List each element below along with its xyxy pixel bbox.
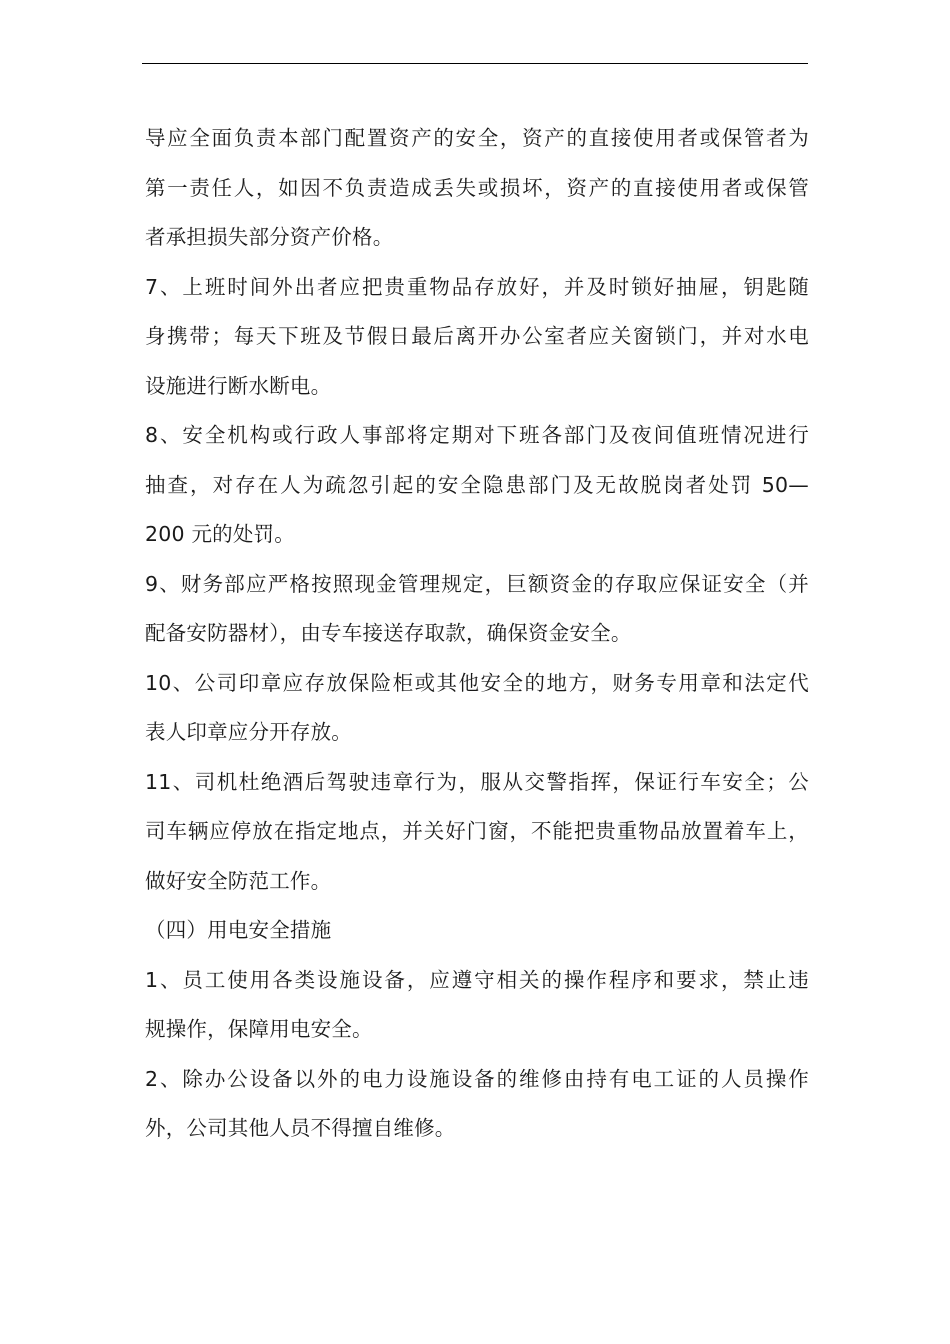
text-line: 2、除办公设备以外的电力设施设备的维修由持有电工证的人员操作 <box>145 1066 809 1091</box>
section-heading: （四）用电安全措施 <box>145 918 332 942</box>
text-line: 者承担损失部分资产价格。 <box>145 225 394 249</box>
text-line: 9、财务部应严格按照现金管理规定，巨额资金的存取应保证安全（并 <box>145 571 809 596</box>
document-body <box>145 114 809 1154</box>
header-rule <box>142 63 808 64</box>
text-line: 规操作，保障用电安全。 <box>145 1017 373 1041</box>
text-line: 做好安全防范工作。 <box>145 868 332 893</box>
text-line: 外，公司其他人员不得擅自维修。 <box>145 1116 456 1140</box>
text-line: 配备安防器材），由专车接送存取款，确保资金安全。 <box>145 621 632 645</box>
text-line: 设施进行断水断电。 <box>145 373 332 398</box>
text-line: 导应全面负责本部门配置资产的安全，资产的直接使用者或保管者为 <box>145 126 809 150</box>
text-line: 11、司机杜绝酒后驾驶违章行为，服从交警指挥，保证行车安全；公 <box>145 769 809 794</box>
text-line: 1、员工使用各类设施设备，应遵守相关的操作程序和要求，禁止违 <box>145 967 809 992</box>
text-line: 7、上班时间外出者应把贵重物品存放好，并及时锁好抽屉，钥匙随 <box>145 274 809 299</box>
text-line: 200 元的处罚。 <box>145 522 295 546</box>
text-line: 抽查，对存在人为疏忽引起的安全隐患部门及无故脱岗者处罚 50— <box>145 472 809 497</box>
text-line: 8、安全机构或行政人事部将定期对下班各部门及夜间值班情况进行 <box>145 423 809 447</box>
text-line: 10、公司印章应存放保险柜或其他安全的地方，财务专用章和法定代 <box>145 670 809 695</box>
text-line: 身携带；每天下班及节假日最后离开办公室者应关窗锁门，并对水电 <box>145 324 809 348</box>
text-line: 表人印章应分开存放。 <box>145 720 352 744</box>
text-line: 第一责任人，如因不负责造成丢失或损坏，资产的直接使用者或保管 <box>145 175 809 200</box>
text-line: 司车辆应停放在指定地点，并关好门窗，不能把贵重物品放置着车上， <box>145 819 809 843</box>
